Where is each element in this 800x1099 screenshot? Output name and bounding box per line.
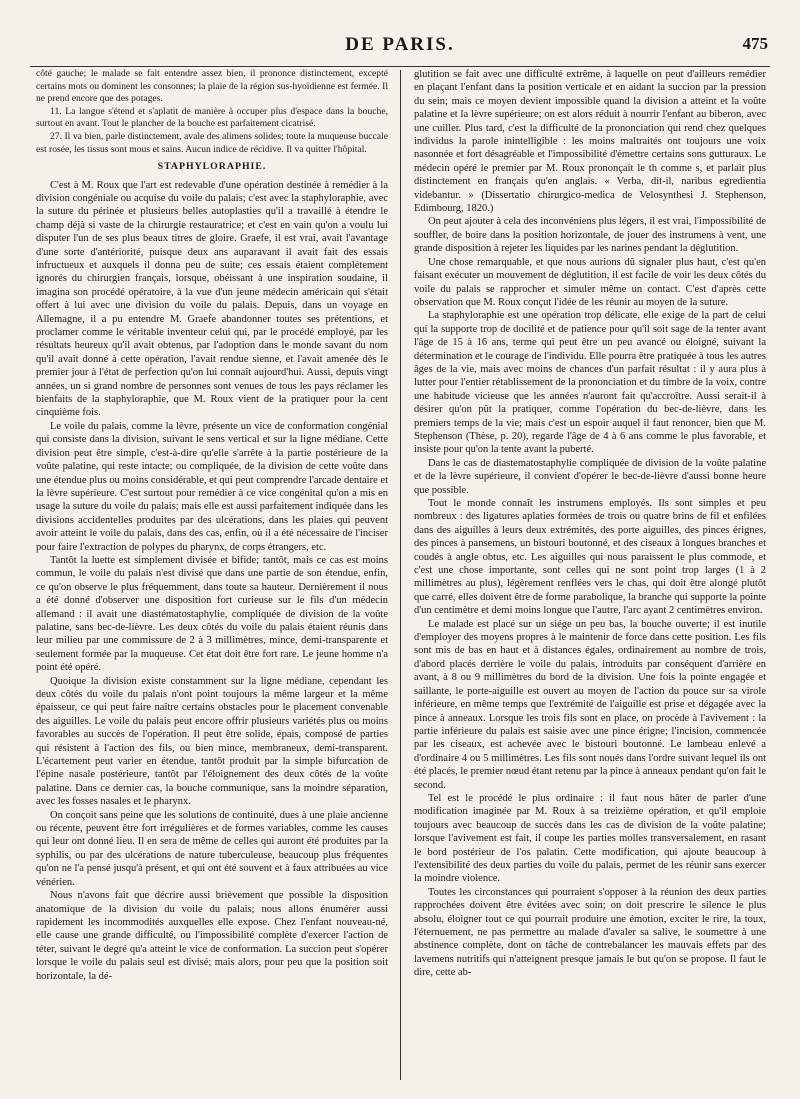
header-rule: [30, 66, 770, 67]
paragraph: Une chose remarquable, et que nous aurions dû signaler plus haut, c'est qu'en faisant exécuter un mouvement de déglutition, il est facile de voir les deux côtés du voile du palais se rapprocher et simuler même un contact. C'est d'après cette observation que M. Roux conçut l'idée de les réunir au moyen de la suture.: [414, 256, 766, 308]
paragraph: Nous n'avons fait que décrire aussi brièvement que possible la disposition anatomique de la division du voile du palais; nous allons énumérer aussi rapidement les incommodités auxquelles elle expose. Chez l'enfant nouveau-né, elle cause une grande difficulté, ou l'impossibilité complète d'exercer l'action de téter, suivant le degré qu'a atteint le vice de conformation. La succion peut s'opérer lorsque le voile du palais seul est divisé; mais alors, pour peu que la position soit horizontale, la dé-: [36, 890, 388, 982]
paragraph: Quoique la division existe constamment sur la ligne médiane, cependant les deux côtés du voile du palais n'ont point toujours la même largeur et la même épaisseur, ce qui peut faire naître certains obstacles pour le placement convenable des aiguilles. Le voile du palais peut encore offrir plusieurs variétés plus ou moins favorables au succès de l'opération. Il peut être solide, épais, composé de parties qui résistent à l'action des fils, ou bien mince, membraneux, demi-transparent. L'écartement peut varier en étendue, tantôt produit par la simple bifurcation de l'épine nasale postérieure, tantôt par l'éloignement des deux côtés de la voûte palatine. Dans ce dernier cas, la bouche communique, sans la moindre séparation, avec les fosses nasales et le pharynx.: [36, 675, 388, 808]
left-column: [36, 68, 388, 983]
paragraph: Toutes les circonstances qui pourraient s'opposer à la réunion des deux parties rapprochées doivent être évitées avec soin; on doit prescrire le silence le plus absolu, éloigner tout ce qui pourrait produire une émotion, exciter le rire, la toux, l'éternuement, ne pas permettre au malade d'avaler sa salive, le soumettre à une abstinence complète, dont on tâche de contrebalancer les mauvais effets par des lavemens nutritifs qui n'atteignent presque jamais le but qu'on se propose. Il faut le dire, cette ab-: [414, 886, 766, 979]
paragraph: côté gauche; le malade se fait entendre assez bien, il prononce distinctement, excepté certains mots ou dominent les consonnes; la plaie de la région sus-hyoïdienne est fermée. Il ne prend encore que des potages.: [36, 68, 388, 105]
paragraph: La staphyloraphie est une opération trop délicate, elle exige de la part de celui qui la supporte trop de docilité et de patience pour qu'il soit sage de la tenter avant l'âge de 15 à 16 ans, terme qui peut être un peu avancé ou éloigné, suivant la détermination et le courage de l'individu. Elle pourra être pratiquée à tous les autres âges de la vie, mais avec moins de chances d'un parfait résultat : il y aura plus à lutter pour l'entier rétablissement de la prononciation et du timbre de la voix, contre une habitude vicieuse que les années n'auront fait qu'accroître. Aussi serait-il à désirer qu'on pût la pratiquer, comme l'opération du bec-de-lièvre, dans les premiers temps de la vie; mais c'est un espoir auquel il faut renoncer, bien que M. Stephenson (Thèse, p. 20), regarde l'âge de 4 à 6 ans comme le plus favorable, et insiste pour qu'on la tente avant la puberté.: [414, 310, 766, 456]
page-number: 475: [742, 34, 768, 53]
paragraph: Le malade est placé sur un siége un peu bas, la bouche ouverte; il est inutile d'employer des moyens propres à le maintenir de force dans cette position. Les fils sont mis de bas en haut et à distances égales, ordinairement au nombre de trois, d'abord placés derrière le voile du palais, introduits par conséquent d'arrière en avant, à 8 ou 9 millimètres du bord de la division. Une fois la pointe engagée et saillante, le porte-aiguille est ouvert au moyen de l'action du pouce sur sa virole inférieure, en même temps que l'extrémité de l'aiguille est prise et dégagée avec la pince à anneaux. Lorsque les trois fils sont en place, on procède à l'avivement : la partie inférieure du palais est saisie avec une pince érigne; l'incision, commencée par les ciseaux, est achevée avec le bistouri boutonné. Le lambeau enlevé a d'ordinaire 4 ou 5 millimètres. Les fils sont noués dans l'ordre suivant lequel ils ont été placés, le premier nœud étant retenu par la pince à anneaux pendant qu'on fait le second.: [414, 618, 766, 791]
paragraph: Tantôt la luette est simplement divisée et bifide; tantôt, mais ce cas est moins commun, le voile du palais n'est divisé que dans une partie de son étendue, enfin, ce qu'on observe le plus fréquemment, dans toute sa hauteur. Dernièrement il nous a été donné d'observer une disposition fort curieuse sur le fils d'un médecin allemand : il avait une diastématostaphylie, compliquée de division de la voûte palatine, sans bec-de-lièvre. Les deux côtés du voile du palais étaient réunis dans leur milieu par une commissure de 2 à 3 millimètres, mince, demi-transparente et seulement formée par la muqueuse. Cet état doit être fort rare. Le jeune homme n'a point été opéré.: [36, 554, 388, 674]
paragraph: Dans le cas de diastematostaphylie compliquée de division de la voûte palatine et de la lèvre supérieure, il convient d'opérer le bec-de-lièvre d'aussi bonne heure que possible.: [414, 457, 766, 496]
paragraph: C'est à M. Roux que l'art est redevable d'une opération destinée à remédier à la division congéniale ou acquise du voile du palais; c'est avec la staphyloraphie, avec la suture du périnée et plusieurs belles autoplasties qu'il a travaillé à étendre le champ déjà si vaste de la chirurgie restauratrice; et c'est en vain qu'on a voulu lui disputer l'un de ses plus beaux titres de gloire. Graefe, il est vrai, avait l'avantage d'une sorte d'antériorité, puisque deux ans auparavant il avait fait des essais infructueux et auxquels il donna peu de suite; ces essais étaient complètement ignorés du chirurgien français, lorsque, obéissant à une inspiration soudaine, il imagina son procédé opératoire, à la vue d'un jeune médecin américain qui s'était offert à lui avec une division du voile du palais. Depuis, dans un voyage en Allemagne, il a pu entendre M. Graefe abandonner toutes ses prétentions, et proclamer comme le véritable inventeur celui qui, par le procédé employé, par les résultats heureux qu'il avait obtenus, par l'adoption dans le monde savant du nom qu'il avait donné à cette opération, l'avait rendue sienne, et l'avait amenée dès le premier jour à l'état de perfection qu'on lui connaît aujourd'hui. Aussi, depuis vingt années, un si grand nombre de personnes sont venues de tous les pays réclamer les bienfaits de la staphyloraphie, que M. Roux vient de la pratiquer pour la cent cinquième fois.: [36, 179, 388, 419]
column-divider: [400, 70, 401, 1080]
right-column: [414, 68, 766, 980]
paragraph: On conçoit sans peine que les solutions de continuité, dues à une plaie ancienne ou récente, peuvent être fort irrégulières et de formes variables, comme les causes qui leur ont donné lieu. Il en sera de même de celles qui auront été produites par la syphilis, ou par des ulcérations de nature tuberculeuse, beaucoup plus fréquentes qu'on ne l'a pensé jusqu'à présent, et qui ont été souvent et à faux attribuées au vice vénérien.: [36, 809, 388, 888]
paragraph: Tout le monde connaît les instrumens employés. Ils sont simples et peu nombreux : des ligatures aplaties formées de trois ou quatre brins de fil et enfilées dans des aiguilles à leurs deux extrémités, des porte aiguilles, des pinces érignes, des pinces à pansemens, un bistouri boutonné, et des ciseaux à longues branches et coudés à angle obtus, etc. Les aiguilles qui nous paraissent le plus commode, et c'est une chose importante, sont celles qui ne sont point trop larges (1 à 2 millimètres au plus), légèrement renflées vers le chas, qui doit être alongé plutôt que carré, elles doivent être de forme parabolique, la branche qui supporte la pointe d'un centimètre et demi moins longue que l'autre, l'arc ayant 2 centimètres environ.: [414, 498, 766, 617]
paragraph: Le voile du palais, comme la lèvre, présente un vice de conformation congénial qui consiste dans la division, suivant le sens vertical et sur la ligne médiane. Cette division peut être simple, c'est-à-dire qu'elle s'arrête à la partie postérieure de la voûte palatine, qui reste intacte; ou compliquée, de la division de cette voûte dans une étendue plus ou moins considérable, et qui peut comprendre l'arcade dentaire et la lèvre supérieure. C'est surtout pour remédier à ce vice congénital qu'on a mis en usage la suture du voile du palais; mais elle est aussi parfaitement indiquée dans les divisions accidentelles produites par des ulcérations, dans les plaies qui peuvent avoir atteint le voile du palais, dans des cas, enfin, où il a été nécessaire de l'inciser pour faire l'extraction de polypes du pharynx, de corps étrangers, etc.: [36, 420, 388, 553]
paragraph: Tel est le procédé le plus ordinaire : il faut nous hâter de parler d'une modification imaginée par M. Roux à sa treizième opération, et qu'il emploie toujours avec beaucoup de succès dans les cas de division de la voûte palatine; lorsque l'avivement est fait, il coupe les parties molles transversalement, en rasant le bord postérieur de l'os palatin. Cette modification, qui ajoute beaucoup à l'extensibilité des deux parties du voile du palais, permet de les réunir sans exercer la moindre violence.: [414, 792, 766, 885]
page-header: [30, 32, 770, 62]
paragraph: glutition se fait avec une difficulté extrême, à laquelle on peut d'ailleurs remédier en plaçant l'enfant dans la position verticale et en aidant la succion par la pression du sein; mais ce moyen devient impossible quand la division a atteint et la voûte palatine et la lèvre supérieure; on est alors réduit à nourrir l'enfant au biberon, avec une cuiller. Plus tard, c'est la difficulté de la prononciation qui rend chez quelques individus la parole inintelligible : les moins maltraités ont toujours une voix nasonnée et fort désagréable et l'impossibilité d'émettre certains sons gutturaux. Le médecin opéré le premier par M. Roux prononçait le th comme s, et parlait plus distinctement en français qu'en anglais. « Verba, dit-il, naribus egredientia videbantur. » (Dissertatio chirurgico-medica de Velosynthesi J. Stephenson, Edimbourg, 1820.): [414, 69, 766, 215]
paragraph: 11. La langue s'étend et s'aplatit de manière à occuper plus d'espace dans la bouche, surtout en avant. Tout le plancher de la bouche est parfaitement cicatrisé.: [36, 105, 388, 130]
paragraph: 27. Il va bien, parle distinctement, avale des alimens solides; toute la muqueuse buccale est rosée, les tissus sont mous et sains. Aucun indice de récidive. Il va quitter l'hôpital.: [36, 130, 388, 155]
section-title: STAPHYLORAPHIE.: [157, 161, 267, 173]
paragraph: On peut ajouter à cela des inconvéniens plus légers, il est vrai, l'impossibilité de souffler, de boire dans la position horizontale, de jouer des instrumens à vent, une grande disposition à rejeter les liquides par les narines pendant la déglutition.: [414, 216, 766, 255]
running-title: DE PARIS.: [345, 34, 455, 55]
